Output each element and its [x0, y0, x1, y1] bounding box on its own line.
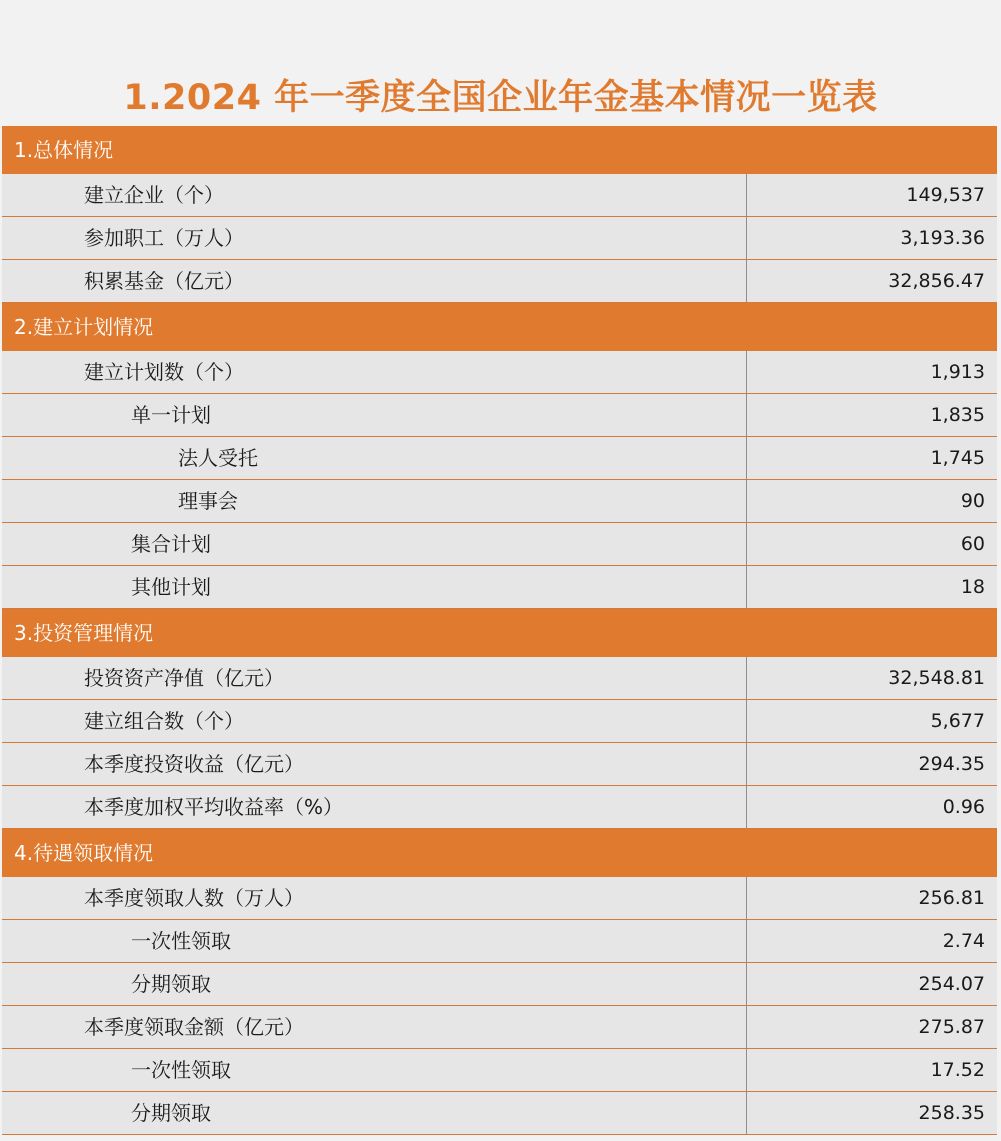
table-row: [2, 480, 997, 523]
row-label: 集合计划: [2, 523, 747, 565]
row-value: 149,537: [906, 184, 985, 206]
row-label: 积累基金（亿元）: [2, 260, 747, 302]
row-value: 254.07: [918, 973, 985, 995]
table-row: [2, 566, 997, 609]
row-value: 256.81: [918, 887, 985, 909]
row-label: 法人受托: [2, 437, 747, 479]
table-row: [2, 1092, 997, 1135]
row-value: 294.35: [918, 753, 985, 775]
section-header-overview: 1.总体情况: [2, 126, 997, 174]
row-label: 建立组合数（个）: [2, 700, 747, 742]
table-row: [2, 1006, 997, 1049]
row-label: 单一计划: [2, 394, 747, 436]
row-label: 本季度领取金额（亿元）: [2, 1006, 747, 1048]
table-row: [2, 920, 997, 963]
row-value: 1,835: [930, 404, 985, 426]
table-row: [2, 437, 997, 480]
table-row: [2, 523, 997, 566]
row-label: 建立企业（个）: [2, 174, 747, 216]
row-value: 275.87: [918, 1016, 985, 1038]
row-value: 32,548.81: [888, 667, 985, 689]
row-value: 60: [960, 533, 985, 555]
row-label: 分期领取: [2, 1092, 747, 1134]
row-value: 5,677: [930, 710, 985, 732]
row-label: 一次性领取: [2, 920, 747, 962]
row-value: 18: [960, 576, 985, 598]
row-label: 本季度加权平均收益率（%）: [2, 786, 747, 828]
table-row: [2, 174, 997, 217]
row-label: 建立计划数（个）: [2, 351, 747, 393]
table-row: [2, 351, 997, 394]
row-value: 17.52: [930, 1059, 985, 1081]
row-label: 其他计划: [2, 566, 747, 608]
table-row: [2, 394, 997, 437]
summary-table: [2, 126, 997, 1135]
row-label: 一次性领取: [2, 1049, 747, 1091]
row-value: 258.35: [918, 1102, 985, 1124]
table-row: [2, 260, 997, 303]
row-label: 本季度领取人数（万人）: [2, 877, 747, 919]
section-header-benefits: 4.待遇领取情况: [2, 829, 997, 877]
table-row: [2, 217, 997, 260]
row-value: 1,745: [930, 447, 985, 469]
row-value: 32,856.47: [888, 270, 985, 292]
row-value: 0.96: [942, 796, 985, 818]
table-row: [2, 1049, 997, 1092]
row-value: 2.74: [942, 930, 985, 952]
row-label: 投资资产净值（亿元）: [2, 657, 747, 699]
table-row: [2, 657, 997, 700]
row-label: 分期领取: [2, 963, 747, 1005]
table-row: [2, 877, 997, 920]
table-row: [2, 700, 997, 743]
table-row: [2, 743, 997, 786]
row-label: 本季度投资收益（亿元）: [2, 743, 747, 785]
section-header-investment: 3.投资管理情况: [2, 609, 997, 657]
row-value: 3,193.36: [900, 227, 985, 249]
row-label: 理事会: [2, 480, 747, 522]
table-row: [2, 963, 997, 1006]
page-title: 1.2024 年一季度全国企业年金基本情况一览表: [123, 78, 878, 118]
row-value: 1,913: [930, 361, 985, 383]
row-label: 参加职工（万人）: [2, 217, 747, 259]
table-row: [2, 786, 997, 829]
section-header-plans: 2.建立计划情况: [2, 303, 997, 351]
row-value: 90: [960, 490, 985, 512]
